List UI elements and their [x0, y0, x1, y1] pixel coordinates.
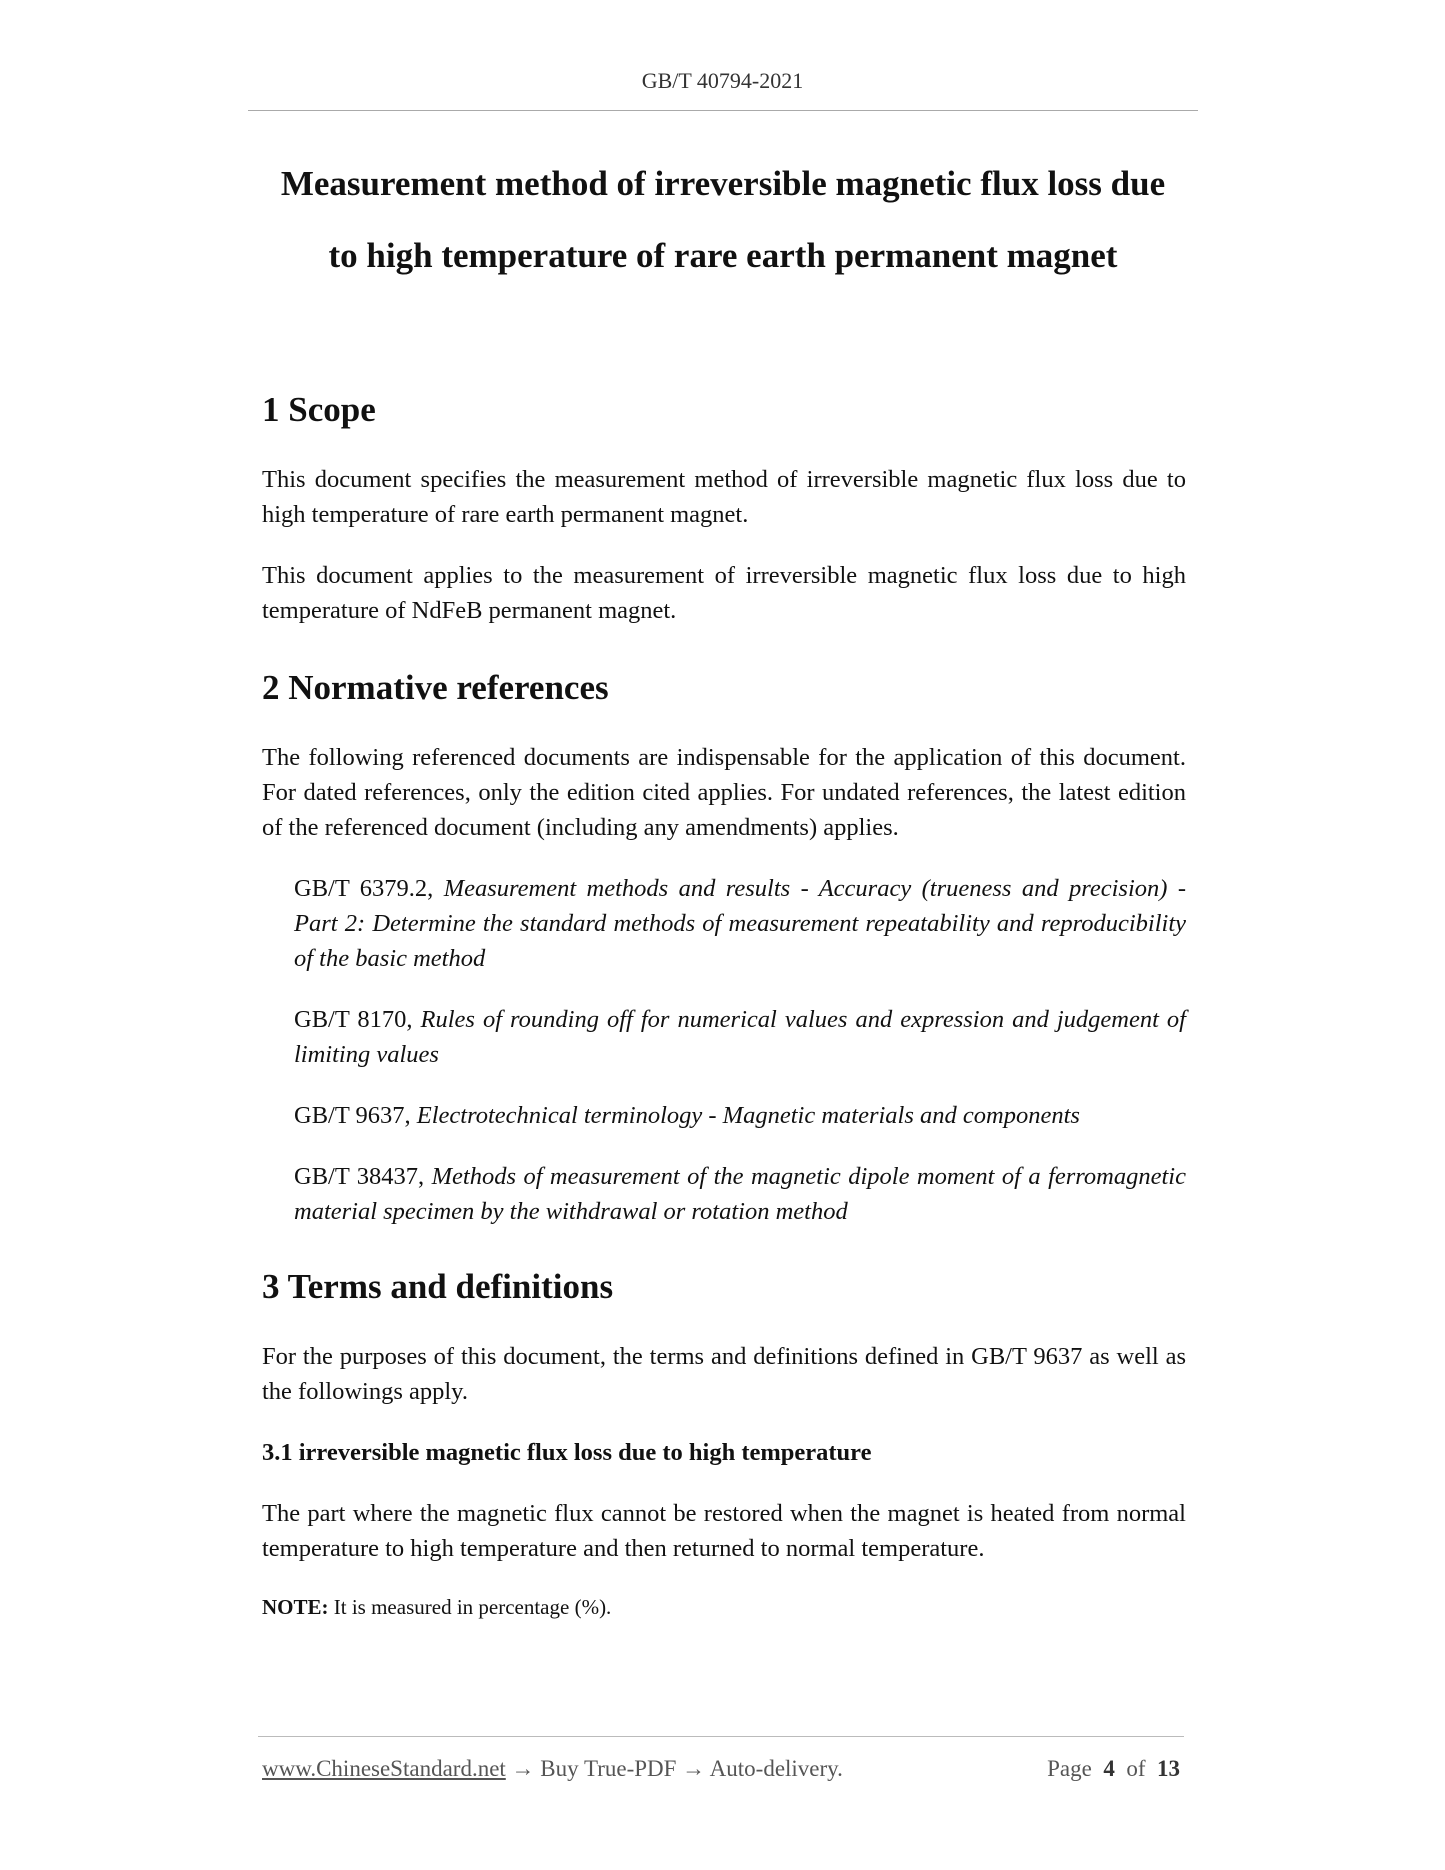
title-line-2: to high temperature of rare earth permanent magnet [328, 236, 1118, 275]
header-divider [248, 110, 1198, 111]
reference-title: Measurement methods and results - Accuracy (trueness and precision) - Part 2: Determine the standard methods of measurement repeatability and reproducibility of the basic method [294, 875, 1186, 972]
website-link[interactable]: www.ChineseStandard.net [262, 1756, 506, 1781]
section-heading-terms-definitions: 3 Terms and definitions [262, 1267, 614, 1306]
reference-title: Rules of rounding off for numerical values and expression and judgement of limiting values [294, 1006, 1186, 1068]
note-text: It is measured in percentage (%). [328, 1595, 612, 1619]
reference-code: GB/T 38437, [294, 1163, 432, 1190]
reference-title: Electrotechnical terminology - Magnetic materials and components [416, 1102, 1080, 1129]
section-heading-scope: 1 Scope [262, 390, 376, 429]
terms-intro: For the purposes of this document, the terms and definitions defined in GB/T 9637 as well as the followings apply. [262, 1343, 1186, 1405]
note-label: NOTE: [262, 1595, 329, 1619]
footer-tagline: → Buy True-PDF → Auto-delivery. [505, 1756, 843, 1781]
term-heading: 3.1 irreversible magnetic flux loss due to high temperature [262, 1439, 872, 1466]
note [262, 1592, 1186, 1622]
standard-code-header: GB/T 40794-2021 [641, 68, 804, 93]
page-number: Page 4 of 13 [1047, 1756, 1180, 1781]
reference-code: GB/T 6379.2, [294, 875, 444, 902]
reference-code: GB/T 9637, [294, 1102, 417, 1129]
section-heading-normative-references: 2 Normative references [262, 668, 609, 707]
term-definition: The part where the magnetic flux cannot be restored when the magnet is heated from normal temperature to high temperature and then returned to normal temperature. [262, 1500, 1186, 1562]
title-line-1: Measurement method of irreversible magnetic flux loss due [280, 164, 1166, 203]
current-page: 4 [1103, 1756, 1115, 1781]
document-title [248, 148, 1198, 292]
reference-list [294, 871, 1186, 1229]
reference-item [294, 871, 1186, 976]
document-body [262, 386, 1186, 1622]
normative-references-intro: The following referenced documents are indispensable for the application of this document. For dated references, only the edition cited applies. For undated references, the latest edition of the referenced document (including any amendments) applies. [262, 744, 1186, 841]
reference-item [294, 1159, 1186, 1229]
scope-paragraph-2: This document applies to the measurement of irreversible magnetic flux loss due to high temperature of NdFeB permanent magnet. [262, 562, 1186, 624]
reference-code: GB/T 8170, [294, 1006, 421, 1033]
reference-item [294, 1002, 1186, 1072]
scope-paragraph-1: This document specifies the measurement method of irreversible magnetic flux loss due to high temperature of rare earth permanent magnet. [262, 466, 1186, 528]
reference-title: Methods of measurement of the magnetic dipole moment of a ferromagnetic material specimen by the withdrawal or rotation method [294, 1163, 1186, 1225]
reference-item [294, 1098, 1186, 1133]
footer-divider [258, 1736, 1184, 1737]
total-pages: 13 [1157, 1756, 1180, 1781]
